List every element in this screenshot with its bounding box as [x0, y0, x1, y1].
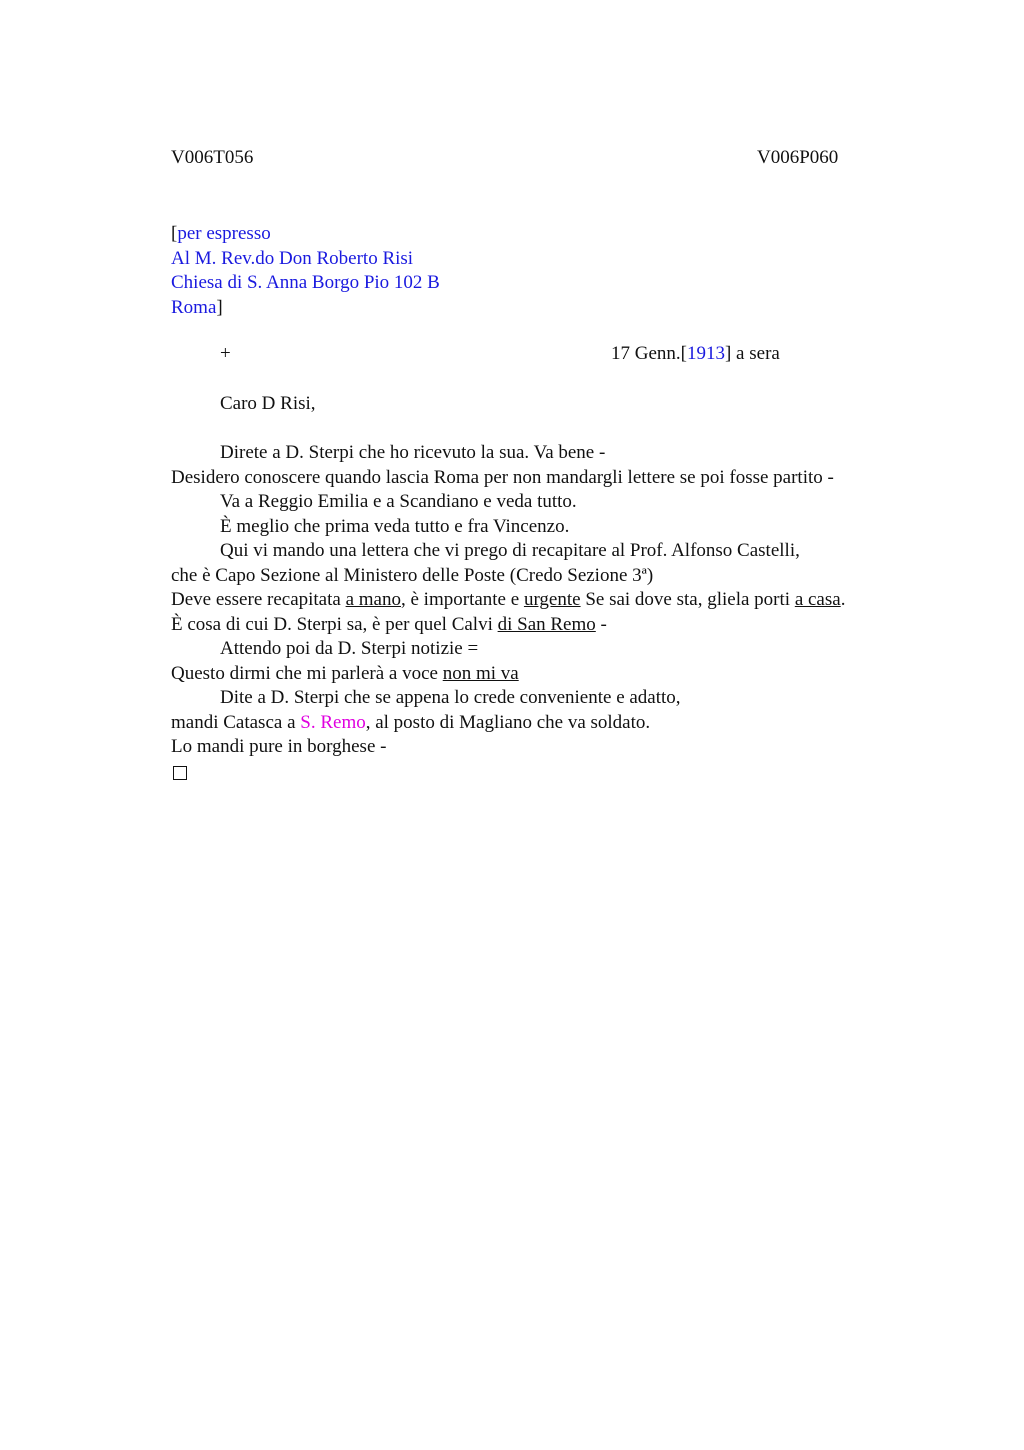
underlined-text: di San Remo: [497, 613, 596, 635]
body-line: Va a Reggio Emilia e a Scandiano e veda tutto.: [220, 491, 577, 512]
text-run: Questo dirmi che mi parlerà a voce: [171, 662, 443, 684]
text-run: È cosa di cui D. Sterpi sa, è per quel Calvi: [171, 613, 498, 635]
text-run: , al posto di Magliano che va soldato.: [365, 711, 651, 733]
open-bracket: [: [171, 223, 178, 244]
document-code-left: V006T056: [171, 147, 254, 168]
underlined-text: a mano: [345, 589, 401, 610]
text-run: mandi Catasca a: [171, 711, 301, 733]
body-line: [171, 662, 931, 687]
text-run: .: [840, 589, 846, 610]
address-delivery: per espresso: [177, 223, 271, 244]
body-line: [171, 613, 931, 638]
body-line: È meglio che prima veda tutto e fra Vincenzo.: [220, 515, 570, 537]
address-recipient: Al M. Rev.do Don Roberto Risi: [171, 247, 414, 269]
close-bracket: ]: [216, 296, 223, 318]
body-line: che è Capo Sezione al Ministero delle Poste (Credo Sezione 3ª): [171, 564, 654, 586]
text-run: , è importante e: [401, 589, 524, 610]
letter-date: [611, 343, 780, 365]
letter-body: [171, 441, 931, 787]
body-line: Attendo poi da D. Sterpi notizie =: [220, 638, 479, 659]
text-run: -: [595, 613, 607, 635]
body-line: [171, 588, 931, 613]
date-prefix: 17 Genn.[: [611, 343, 687, 364]
text-run: Deve essere recapitata: [171, 589, 346, 610]
body-line: Desidero conoscere quando lascia Roma per non mandargli lettere se poi fosse partito -: [171, 466, 834, 488]
address-church: Chiesa di S. Anna Borgo Pio 102 B: [171, 272, 440, 293]
address-city: Roma: [171, 296, 217, 318]
address-line-1: [171, 222, 440, 247]
end-marker-line: [171, 760, 931, 788]
body-line: Direte a D. Sterpi che ho ricevuto la sua. Va bene -: [220, 442, 606, 463]
salutation: Caro D Risi,: [220, 393, 316, 414]
cross-symbol: +: [220, 343, 231, 364]
underlined-text: urgente: [523, 589, 581, 610]
date-year: 1913: [686, 343, 725, 364]
address-line-4: [171, 296, 440, 321]
text-run: Se sai dove sta, gliela porti: [580, 589, 795, 610]
underlined-text: a casa: [794, 589, 841, 610]
body-line: [171, 711, 931, 736]
document-code-right: V006P060: [757, 147, 839, 168]
underlined-text: non mi va: [442, 662, 519, 684]
body-line: Dite a D. Sterpi che se appena lo crede conveniente e adatto,: [220, 687, 681, 708]
address-block: [171, 222, 440, 320]
place-name: S. Remo: [300, 711, 366, 733]
end-square-icon: [173, 766, 187, 780]
body-line: Lo mandi pure in borghese -: [171, 736, 387, 757]
body-line: Qui vi mando una lettera che vi prego di recapitare al Prof. Alfonso Castelli,: [220, 540, 800, 561]
date-suffix: ] a sera: [724, 343, 780, 364]
